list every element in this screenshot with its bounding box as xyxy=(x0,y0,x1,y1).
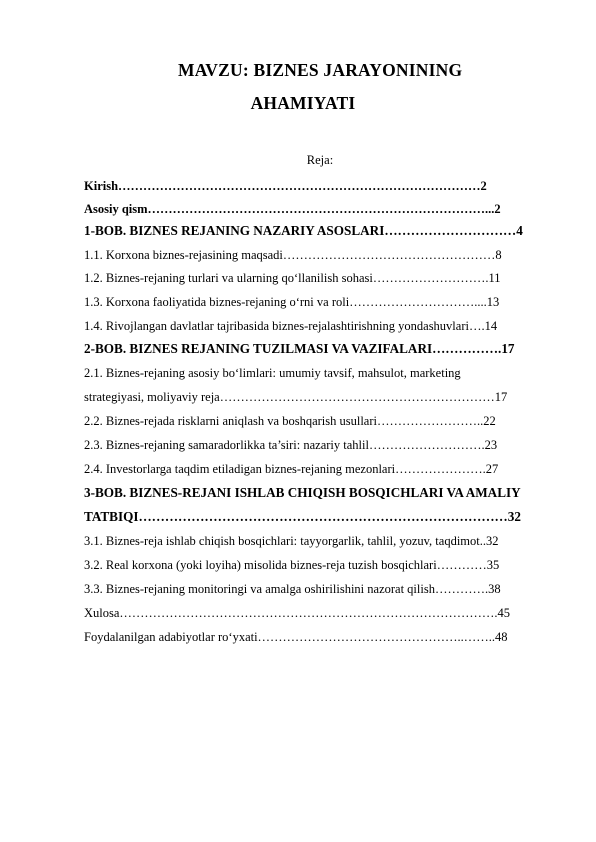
toc-entry-conclusion: Xulosa……………………………………………………………………………….45 xyxy=(84,606,511,620)
toc-entry-1-3: 1.3. Korxona faoliyatida biznes-rejaning o‘rni va roli…………………………....13 xyxy=(84,295,500,309)
toc-entry-introduction: Kirish……………………………………………………………………………2 xyxy=(84,179,487,193)
toc-entry-main-part: Asosiy qism………………………………………………………………………...2 xyxy=(84,202,501,216)
toc-entry-2-1: 2.1. Biznes-rejaning asosiy bo‘limlari: umumiy tavsif, mahsulot, marketing xyxy=(84,366,461,380)
toc-entry-2-3: 2.3. Biznes-rejaning samaradorlikka ta’siri: nazariy tahlil……………………….23 xyxy=(84,438,498,452)
toc-entry-chapter-1: 1-BOB. BIZNES REJANING NAZARIY ASOSLARI…………………………4 xyxy=(84,223,523,238)
toc-entry-chapter-2: 2-BOB. BIZNES REJANING TUZILMASI VA VAZIFALARI…………….17 xyxy=(84,341,515,356)
toc-entry-2-1-continued: strategiyasi, moliyaviy reja…………………………………………………………17 xyxy=(84,390,508,404)
toc-entry-references: Foydalanilgan adabiyotlar ro‘yxati…………………………………………..……..48 xyxy=(84,630,508,644)
document-title-line-1: MAVZU: BIZNES JARAYONINING xyxy=(178,60,463,80)
plan-heading: Reja: xyxy=(306,153,334,167)
toc-entry-2-2: 2.2. Biznes-rejada risklarni aniqlash va boshqarish usullari……………………..22 xyxy=(84,414,496,428)
toc-entry-chapter-3: 3-BOB. BIZNES-REJANI ISHLAB CHIQISH BOSQICHLARI VA AMALIY xyxy=(84,485,521,500)
toc-entry-1-4: 1.4. Rivojlangan davlatlar tajribasida biznes-rejalashtirishning yondashuvlari….14 xyxy=(84,319,498,333)
toc-entry-chapter-3-continued: TATBIQI…………………………………………………………………………32 xyxy=(84,509,521,524)
toc-entry-1-2: 1.2. Biznes-rejaning turlari va ularning qo‘llanilish sohasi……………………….11 xyxy=(84,271,501,285)
toc-entry-1-1: 1.1. Korxona biznes-rejasining maqsadi……………………………………………8 xyxy=(84,248,502,262)
toc-entry-2-4: 2.4. Investorlarga taqdim etiladigan biznes-rejaning mezonlari………………….27 xyxy=(84,462,499,476)
toc-entry-3-1: 3.1. Biznes-reja ishlab chiqish bosqichlari: tayyorgarlik, tahlil, yozuv, taqdimot..32 xyxy=(84,534,499,548)
document-title-line-2: AHAMIYATI xyxy=(250,93,356,113)
toc-entry-3-3: 3.3. Biznes-rejaning monitoringi va amalga oshirilishini nazorat qilish………….38 xyxy=(84,582,501,596)
toc-entry-3-2: 3.2. Real korxona (yoki loyiha) misolida biznes-reja tuzish bosqichlari…………35 xyxy=(84,558,500,572)
